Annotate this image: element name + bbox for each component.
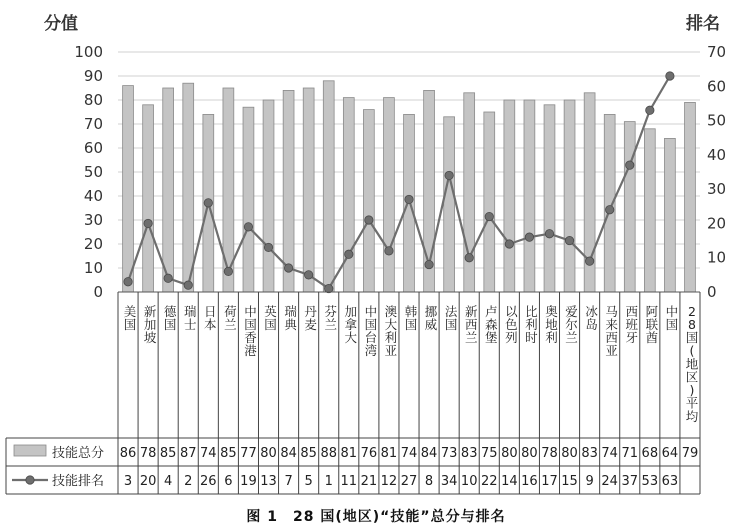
table-value: 63 <box>661 474 679 489</box>
category-label: 瑞士 <box>183 303 197 332</box>
table-value: 85 <box>300 446 317 461</box>
rank-point <box>365 216 373 224</box>
table-value: 88 <box>320 446 337 461</box>
table-value: 37 <box>621 474 639 489</box>
table-value: 80 <box>501 446 518 461</box>
left-tick-label: 10 <box>83 259 103 277</box>
table-value: 80 <box>561 446 578 461</box>
right-tick-label: 10 <box>707 248 727 267</box>
category-label: 芬兰 <box>324 303 337 332</box>
category-label: 瑞典 <box>284 303 297 332</box>
category-label: 日本 <box>204 303 217 332</box>
category-label: 新加坡 <box>143 303 157 345</box>
right-tick-label: 60 <box>707 77 727 96</box>
table-value: 2 <box>184 474 193 489</box>
left-tick-label: 30 <box>83 211 103 229</box>
table-value: 15 <box>561 474 578 489</box>
rank-point <box>626 161 634 169</box>
rank-point <box>666 72 674 80</box>
bar <box>303 88 314 292</box>
category-label: 澳大利亚 <box>384 303 398 359</box>
rank-point <box>605 206 613 214</box>
rank-point <box>204 199 212 207</box>
table-value: 84 <box>280 446 297 461</box>
category-label: 阿联酋 <box>645 303 659 345</box>
rank-point <box>485 212 493 220</box>
rank-point <box>385 247 393 255</box>
rank-point <box>345 250 353 258</box>
category-label: 中国香港 <box>244 303 257 359</box>
rank-point <box>304 271 312 279</box>
table-value: 85 <box>220 446 237 461</box>
legend-bar-swatch <box>14 445 46 456</box>
bar <box>363 110 374 292</box>
rank-point <box>465 254 473 262</box>
bar <box>564 100 575 292</box>
table-value: 74 <box>601 446 618 461</box>
right-tick-label: 40 <box>707 145 727 164</box>
right-tick-label: 70 <box>707 43 727 61</box>
rank-point <box>445 171 453 179</box>
category-label: 卢森堡 <box>485 303 498 345</box>
table-value: 10 <box>460 474 478 489</box>
right-tick-label: 50 <box>707 111 727 130</box>
table-value: 76 <box>360 446 378 461</box>
table-value: 6 <box>224 474 233 489</box>
category-label: 法国 <box>444 303 458 332</box>
table-value: 21 <box>360 474 378 489</box>
table-value: 74 <box>200 446 217 461</box>
category-label: 爱尔兰 <box>565 303 578 345</box>
rank-point <box>646 106 654 114</box>
bar <box>123 86 134 292</box>
bar <box>685 102 696 292</box>
table-value: 73 <box>440 446 458 461</box>
table-value: 83 <box>460 446 478 461</box>
category-label: 中国台湾 <box>364 303 378 359</box>
left-tick-label: 90 <box>83 67 103 85</box>
table-value: 16 <box>521 474 538 489</box>
rank-point <box>405 195 413 203</box>
right-tick-label: 20 <box>707 214 727 233</box>
bar <box>664 138 675 292</box>
table-value: 78 <box>541 446 558 461</box>
table-value: 77 <box>240 446 257 461</box>
legend-line-marker <box>26 476 34 484</box>
table-value: 81 <box>340 446 358 461</box>
category-label: 比利时 <box>525 303 538 345</box>
table-value: 64 <box>661 446 679 461</box>
rank-point <box>545 230 553 238</box>
table-value: 3 <box>123 474 133 489</box>
rank-point <box>505 240 513 248</box>
bar <box>263 100 274 292</box>
left-tick-label: 60 <box>83 139 103 157</box>
table-value: 4 <box>164 474 173 489</box>
left-tick-label: 80 <box>83 91 103 109</box>
left-tick-label: 50 <box>83 163 103 181</box>
table-value: 5 <box>304 474 313 489</box>
rank-point <box>244 223 252 231</box>
legend-line-label: 技能排名 <box>52 474 105 489</box>
category-label: 中国 <box>665 303 679 332</box>
left-tick-label: 40 <box>83 187 103 205</box>
bar <box>143 105 154 292</box>
bar <box>644 129 655 292</box>
table-value: 68 <box>641 446 659 461</box>
category-label: 奥地利 <box>545 303 558 345</box>
category-label: 新西兰 <box>464 303 478 345</box>
table-value: 7 <box>284 474 293 489</box>
table-value: 1 <box>324 474 333 489</box>
table-value: 81 <box>380 446 398 461</box>
table-value: 79 <box>681 446 699 461</box>
table-value: 53 <box>641 474 659 489</box>
legend-bar-label: 技能总分 <box>52 446 105 461</box>
category-label: 荷兰 <box>224 303 237 332</box>
table-value: 24 <box>601 474 618 489</box>
table-value: 8 <box>424 474 434 489</box>
table-value: 19 <box>240 474 257 489</box>
rank-point <box>124 278 132 286</box>
table-value: 78 <box>139 446 157 461</box>
rank-point <box>565 236 573 244</box>
rank-point <box>164 274 172 282</box>
rank-point <box>585 257 593 265</box>
bar <box>444 117 455 292</box>
table-value: 85 <box>159 446 177 461</box>
rank-point <box>284 264 292 272</box>
rank-point <box>224 267 232 275</box>
category-label: 丹麦 <box>304 303 317 332</box>
category-label: 以色列 <box>505 303 518 345</box>
table-value: 11 <box>340 474 358 489</box>
table-value: 17 <box>541 474 558 489</box>
bar <box>283 90 294 292</box>
rank-point <box>184 281 192 289</box>
bar <box>163 88 174 292</box>
table-value: 20 <box>139 474 157 489</box>
category-label: 美国 <box>123 303 137 332</box>
category-label: 西班牙 <box>625 303 639 345</box>
table-value: 12 <box>380 474 398 489</box>
right-tick-label: 0 <box>707 283 717 301</box>
bar <box>484 112 495 292</box>
table-value: 83 <box>581 446 598 461</box>
left-axis-title: 分值 <box>44 14 78 34</box>
rank-point <box>425 260 433 268</box>
table-value: 74 <box>400 446 418 461</box>
bar <box>624 122 635 292</box>
bar <box>544 105 555 292</box>
bar <box>504 100 515 292</box>
category-label: 2 8 国(地区)平均 <box>685 303 699 424</box>
table-value: 84 <box>420 446 438 461</box>
table-value: 71 <box>621 446 639 461</box>
category-label: 德国 <box>163 303 177 332</box>
category-label: 挪威 <box>424 303 438 332</box>
right-tick-label: 30 <box>707 180 727 199</box>
table-value: 80 <box>260 446 277 461</box>
category-label: 英国 <box>264 303 277 332</box>
left-tick-label: 100 <box>74 43 103 61</box>
category-label: 冰岛 <box>585 303 598 332</box>
table-value: 86 <box>119 446 137 461</box>
right-axis-title: 排名 <box>686 14 720 34</box>
table-value: 27 <box>400 474 418 489</box>
table-value: 26 <box>200 474 217 489</box>
bar <box>524 100 535 292</box>
rank-point <box>144 219 152 227</box>
table-value: 34 <box>440 474 458 489</box>
table-value: 14 <box>501 474 518 489</box>
table-value: 22 <box>481 474 498 489</box>
rank-point <box>264 243 272 251</box>
table-value: 13 <box>260 474 277 489</box>
table-value: 9 <box>585 474 594 489</box>
left-tick-label: 0 <box>93 283 103 301</box>
table-value: 75 <box>481 446 498 461</box>
bar <box>384 98 395 292</box>
table-value: 80 <box>521 446 538 461</box>
bar <box>323 81 334 292</box>
table-value: 87 <box>179 446 197 461</box>
figure-caption: 图 1 28 国(地区)“技能”总分与排名 <box>246 509 506 525</box>
bar <box>183 83 194 292</box>
category-label: 马来西亚 <box>605 303 618 359</box>
category-label: 韩国 <box>404 303 418 332</box>
left-tick-label: 20 <box>83 235 103 253</box>
bar <box>243 107 254 292</box>
rank-point <box>525 233 533 241</box>
category-label: 加拿大 <box>344 303 358 345</box>
left-tick-label: 70 <box>83 115 103 133</box>
